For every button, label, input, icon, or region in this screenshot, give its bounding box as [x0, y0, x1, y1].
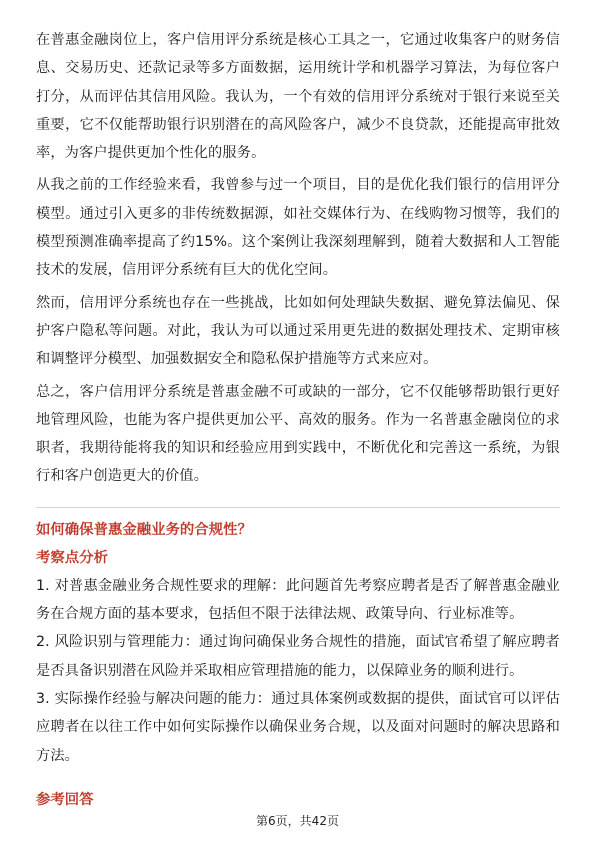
document-page [36, 26, 560, 814]
analysis-heading: 考察点分析 [36, 549, 108, 566]
body-paragraph: 从我之前的工作经验来看，我曾参与过一个项目，目的是优化我们银行的信用评分模型。通过引入更多的非传统数据源，如社交媒体行为、在线购物习惯等，我们的模型预测准确率提高了约15%。这个案例让我深刻理解到，随着大数据和人工智能技术的发展，信用评分系统有巨大的优化空间。 [36, 177, 560, 279]
question-heading: 如何确保普惠金融业务的合规性？ [36, 521, 252, 538]
analysis-item: 1. 对普惠金融业务合规性要求的理解：此问题首先考察应聘者是否了解普惠金融业务在合规方面的基本要求，包括但不限于法律法规、政策导向、行业标准等。 [36, 577, 560, 623]
body-paragraph: 总之，客户信用评分系统是普惠金融不可或缺的一部分，它不仅能够帮助银行更好地管理风险，也能为客户提供更加公平、高效的服务。作为一名普惠金融岗位的求职者，我期待能将我的知识和经验应用到实践中，不断优化和完善这一系统，为银行和客户创造更大的价值。 [36, 383, 560, 485]
answer-heading: 参考回答 [36, 791, 94, 808]
body-paragraph: 在普惠金融岗位上，客户信用评分系统是核心工具之一，它通过收集客户的财务信息、交易历史、还款记录等多方面数据，运用统计学和机器学习算法，为每位客户打分，从而评估其信用风险。我认为，一个有效的信用评分系统对于银行来说至关重要，它不仅能帮助银行识别潜在的高风险客户，减少不良贷款，还能提高审批效率，为客户提供更加个性化的服务。 [36, 32, 560, 162]
body-paragraph: 然而，信用评分系统也存在一些挑战，比如如何处理缺失数据、避免算法偏见、保护客户隐私等问题。对此，我认为可以通过采用更先进的数据处理技术、定期审核和调整评分模型、加强数据安全和隐私保护措施等方式来应对。 [36, 294, 560, 368]
section-divider [36, 507, 560, 508]
analysis-item: 2. 风险识别与管理能力：通过询问确保业务合规性的措施，面试官希望了解应聘者是否具备识别潜在风险并采取相应管理措施的能力，以保障业务的顺利进行。 [36, 634, 560, 679]
page-number: 第6页，共42页 [256, 814, 339, 828]
analysis-item: 3. 实际操作经验与解决问题的能力：通过具体案例或数据的提供，面试官可以评估应聘者在以往工作中如何实际操作以确保业务合规，以及面对问题时的解决思路和方法。 [36, 690, 560, 764]
